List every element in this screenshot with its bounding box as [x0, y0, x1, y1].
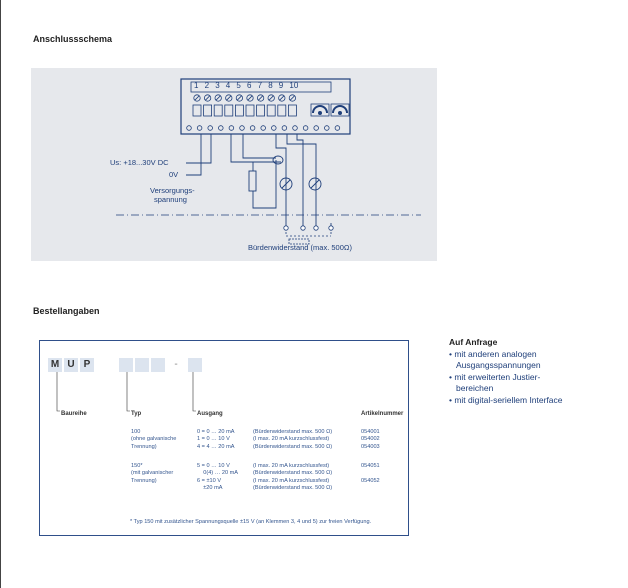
column-ausgang: Ausgang [197, 411, 223, 417]
on-request-item: • mit anderen analogen [449, 348, 537, 359]
terminal-number: 5 [236, 81, 241, 90]
pin-circle [187, 126, 192, 131]
artikel-150: 054051 054052 [361, 463, 380, 484]
code-letter-m: M [48, 358, 62, 372]
terminal-number: 7 [257, 81, 263, 90]
code-dash: - [174, 359, 178, 370]
zero-volt-label: 0V [169, 170, 179, 179]
order-code-box [39, 340, 409, 536]
section-title-connection: Anschlussschema [33, 34, 113, 44]
pin-circle [272, 126, 277, 131]
column-typ: Typ [131, 411, 142, 417]
wiring-schematic [31, 68, 437, 261]
terminal-box [235, 105, 243, 116]
conditions-100: (Bürdenwiderstand max. 500 Ω) (I max. 20 mA kurzschlussfest) (Bürdenwiderstand max. 500 Ω) [253, 429, 333, 450]
terminal-number: 8 [268, 81, 273, 90]
supply-caption-line2: spannung [154, 195, 187, 204]
pin-circle [282, 126, 287, 131]
terminal-box [257, 105, 265, 116]
terminal-box [278, 105, 286, 116]
artikel-100: 054001 054002 054003 [361, 429, 380, 450]
on-request-item: bereichen [456, 383, 494, 394]
terminal-number: 4 [225, 81, 231, 90]
typ-150: 150* (mit galvanischer Trennung) [131, 463, 174, 484]
pin-circle [240, 126, 245, 131]
supply-voltage-label: Us: +18...30V DC [110, 158, 169, 167]
terminal-number: 3 [215, 81, 220, 90]
terminal-box [267, 105, 275, 116]
pin-circle [229, 126, 234, 131]
terminal-box [288, 105, 296, 116]
on-request-item: • mit erweiterten Justier- [449, 371, 541, 382]
pin-circle [197, 126, 202, 131]
pin-circle [219, 126, 224, 131]
terminal-box [246, 105, 254, 116]
conditions-150: (I max. 20 mA kurzschlussfest) (Bürdenwiderstand max. 500 Ω) (I max. 20 mA kurzschlussfest) (Bürdenwiderstand max. 500 Ω) [253, 463, 333, 491]
pin-circle [261, 126, 266, 131]
footnote: * Typ 150 mit zusätzlicher Spannungsquelle ±15 V (an Klemmen 3, 4 und 5) zur freien Verfügung. [130, 519, 372, 525]
code-blank-typ-2 [135, 358, 149, 372]
burden-resistor-label: Bürdenwiderstand (max. 500Ω) [248, 243, 352, 252]
pin-circle [335, 126, 340, 131]
code-blank-typ-1 [119, 358, 133, 372]
on-request-list [449, 337, 563, 407]
code-blank-ausgang [188, 358, 202, 372]
terminal-number: 2 [204, 81, 210, 90]
section-title-order: Bestellangaben [33, 306, 100, 316]
column-baureihe: Baureihe [61, 411, 87, 417]
left-border-line [0, 0, 1, 588]
terminal-number: 6 [247, 81, 252, 90]
terminal-number: 10 [289, 81, 299, 90]
pin-circle [293, 126, 298, 131]
terminal-number: 1 [194, 81, 199, 90]
on-request-title: Auf Anfrage [449, 337, 498, 347]
terminal-box [214, 105, 222, 116]
pin-circle [250, 126, 255, 131]
potentiometer-icon [311, 104, 349, 116]
on-request-item: • mit digital-seriellem Interface [449, 394, 563, 405]
supply-caption-line1: Versorgungs- [150, 186, 195, 195]
terminal-box [204, 105, 212, 116]
terminal-box [225, 105, 233, 116]
typ-100: 100 (ohne galvanische Trennung) [131, 429, 177, 450]
ausgang-100: 0 = 0 … 20 mA 1 = 0 … 10 V 4 = 4 … 20 mA [197, 429, 235, 450]
ausgang-150: 5 = 0 … 10 V 0(4) … 20 mA 6 = ±10 V ±20 mA [197, 463, 239, 491]
pin-circle [208, 126, 213, 131]
column-artikelnummer: Artikelnummer [361, 411, 404, 417]
pin-circle [314, 126, 319, 131]
pin-circle [325, 126, 330, 131]
code-letter-u: U [64, 358, 78, 372]
code-blank-typ-3 [151, 358, 165, 372]
on-request-item: Ausgangsspannungen [456, 360, 541, 371]
terminal-number: 9 [278, 81, 284, 90]
pin-circle [303, 126, 308, 131]
terminal-box [193, 105, 201, 116]
code-letter-p: P [80, 358, 94, 372]
connection-diagram [31, 68, 437, 261]
